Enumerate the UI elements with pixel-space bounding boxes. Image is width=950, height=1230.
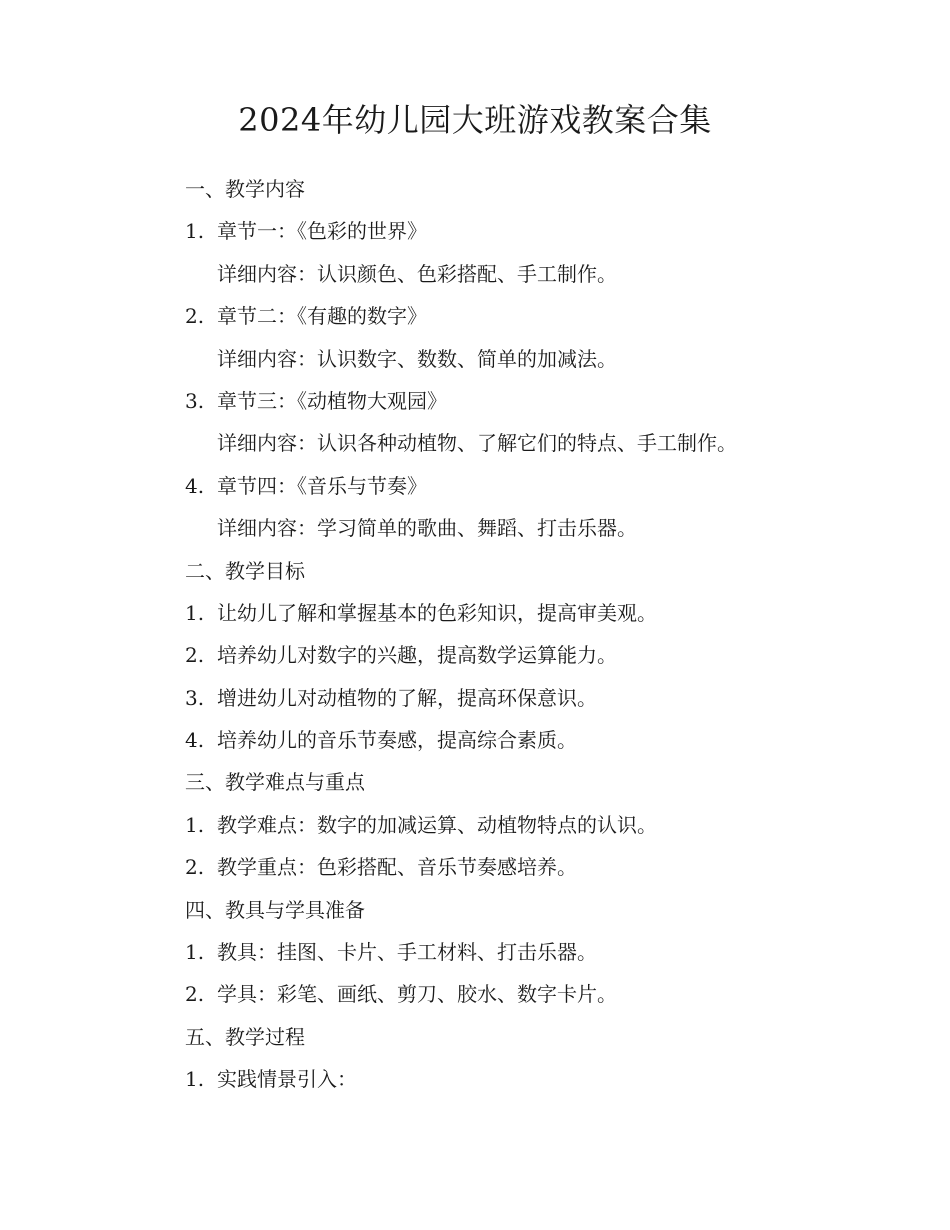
list-item xyxy=(185,295,885,337)
item-number: 1. xyxy=(185,1067,205,1092)
item-text: 增进幼儿对动植物的了解，提高环保意识。 xyxy=(217,685,597,710)
item-number: 1. xyxy=(185,600,205,625)
document-body xyxy=(185,168,885,1101)
list-item xyxy=(185,210,885,252)
section-heading: 一、教学内容 xyxy=(185,177,305,201)
item-number: 4. xyxy=(185,728,205,753)
list-item xyxy=(185,973,885,1015)
section-heading: 三、教学难点与重点 xyxy=(185,770,365,795)
item-text: 章节三：《动植物大观园》 xyxy=(217,388,447,413)
item-number: 2. xyxy=(185,982,205,1007)
item-text: 章节一：《色彩的世界》 xyxy=(217,219,427,244)
list-item xyxy=(185,380,885,422)
item-number: 3. xyxy=(185,685,205,710)
item-detail: 详细内容：认识各种动植物、了解它们的特点、手工制作。 xyxy=(217,431,737,456)
item-number: 1. xyxy=(185,812,205,837)
section-heading: 二、教学目标 xyxy=(185,558,305,583)
list-item xyxy=(185,592,885,634)
list-item xyxy=(185,804,885,846)
item-number: 4. xyxy=(185,473,205,498)
item-number: 1. xyxy=(185,940,205,965)
item-text: 让幼儿了解和掌握基本的色彩知识，提高审美观。 xyxy=(217,600,657,625)
item-text: 教学重点：色彩搭配、音乐节奏感培养。 xyxy=(217,855,577,880)
item-text: 教具：挂图、卡片、手工材料、打击乐器。 xyxy=(217,940,597,965)
list-item xyxy=(185,677,885,719)
item-text: 章节二：《有趣的数字》 xyxy=(217,304,427,329)
section-heading: 五、教学过程 xyxy=(185,1024,305,1049)
item-number: 2. xyxy=(185,304,205,329)
list-item xyxy=(185,719,885,761)
item-text: 章节四：《音乐与节奏》 xyxy=(217,473,427,498)
item-text: 教学难点：数字的加减运算、动植物特点的认识。 xyxy=(217,812,657,837)
item-detail: 详细内容：认识颜色、色彩搭配、手工制作。 xyxy=(217,261,617,286)
section-heading: 四、教具与学具准备 xyxy=(185,897,365,922)
item-text: 学具：彩笔、画纸、剪刀、胶水、数字卡片。 xyxy=(217,982,617,1007)
item-number: 1. xyxy=(185,219,205,244)
item-text: 实践情景引入： xyxy=(217,1067,357,1092)
list-item xyxy=(185,634,885,676)
item-detail: 详细内容：学习简单的歌曲、舞蹈、打击乐器。 xyxy=(217,516,637,541)
item-detail: 详细内容：认识数字、数数、简单的加减法。 xyxy=(217,346,617,371)
item-number: 2. xyxy=(185,643,205,668)
list-item xyxy=(185,1058,885,1100)
list-item xyxy=(185,465,885,507)
list-item xyxy=(185,931,885,973)
document-title: 2024年幼儿园大班游戏教案合集 xyxy=(238,101,712,139)
list-item xyxy=(185,846,885,888)
item-number: 2. xyxy=(185,855,205,880)
item-text: 培养幼儿的音乐节奏感，提高综合素质。 xyxy=(217,728,577,753)
item-text: 培养幼儿对数字的兴趣，提高数学运算能力。 xyxy=(217,643,617,668)
item-number: 3. xyxy=(185,388,205,413)
